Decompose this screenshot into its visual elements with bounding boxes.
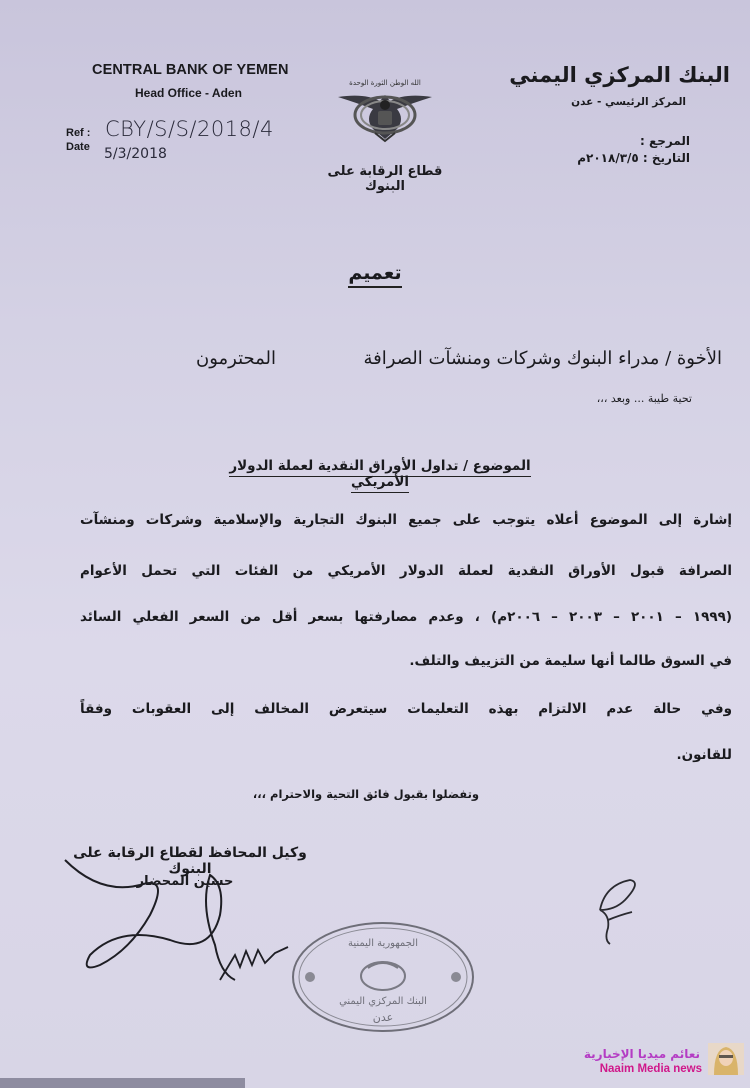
signatory-name: حسين المحضار [136, 874, 234, 889]
body-line-4: في السوق طالما أنها سليمة من التزييف والتلف. [409, 653, 732, 669]
subject-text: الموضوع / تداول الأوراق النقدية لعملة الدولار الأمريكي [229, 458, 530, 493]
emblem-motto: الله الوطن الثورة الوحدة [349, 79, 421, 87]
body-line-2: الصرافة قبول الأوراق النقدية لعملة الدولار الأمريكي من الفئات التي تحمل الأعوام [80, 563, 732, 579]
bank-name-arabic: البنك المركزي اليمني [509, 63, 730, 87]
body-line-5: وفي حالة عدم الالتزام بهذه التعليمات سيتعرض المخالف إلى العقوبات وفقاً [80, 701, 732, 717]
addressee: الأخوة / مدراء البنوك وشركات ومنشآت الصرافة [363, 348, 722, 369]
watermark-english: Naaim Media news [599, 1063, 702, 1075]
date-arabic: التاريخ : ٢٠١٨/٣/٥م [577, 151, 690, 165]
bank-name-english: CENTRAL BANK OF YEMEN [92, 62, 289, 78]
subject-line [210, 458, 550, 490]
handwritten-signature-icon [60, 855, 290, 990]
body-line-3: (١٩٩٩ – ٢٠٠١ – ٢٠٠٣ – ٢٠٠٦م) ، وعدم مصارفتها بسعر أقل من السعر الفعلي السائد [80, 609, 732, 625]
stamp-top-text: الجمهورية اليمنية [347, 938, 419, 949]
head-office-arabic: المركز الرئيسي - عدن [571, 96, 686, 108]
closing-line: وتفضلوا بقبول فائق التحية والاحترام ،،، [252, 787, 480, 801]
watermark-avatar-icon [706, 1043, 746, 1075]
greeting: تحية طيبة ... وبعد ،،، [596, 392, 692, 405]
watermark-arabic: نعائم ميديا الإخبارية [583, 1047, 700, 1061]
body-line-6: للقانون. [676, 747, 732, 763]
ref-label: Ref : [66, 127, 91, 139]
ref-value-handwritten: CBY/S/S/2018/4 [105, 117, 274, 141]
document-type-title [300, 262, 450, 284]
circular-title-text: تعميم [348, 262, 401, 288]
head-office-english: Head Office - Aden [135, 86, 242, 100]
stamp-middle-text: البنك المركزي اليمني [339, 996, 427, 1007]
date-label: Date [66, 141, 90, 153]
body-line-1: إشارة إلى الموضوع أعلاه يتوجب على جميع البنوك التجارية والإسلامية وشركات ومنشآت [80, 512, 732, 528]
stamp-bottom-text: عدن [372, 1011, 394, 1024]
scan-edge-shadow [0, 1078, 245, 1088]
addressee-suffix: المحترمون [196, 348, 277, 369]
official-stamp [288, 918, 478, 1036]
yemen-eagle-emblem-icon [335, 75, 435, 147]
secondary-signature-icon [570, 870, 650, 950]
date-value-handwritten: 5/3/2018 [104, 146, 167, 162]
department-name: قطاع الرقابة على البنوك [327, 164, 443, 194]
ref-label-arabic: المرجع : [640, 134, 690, 148]
signatory-title: وكيل المحافظ لقطاع الرقابة على البنوك [73, 845, 307, 877]
